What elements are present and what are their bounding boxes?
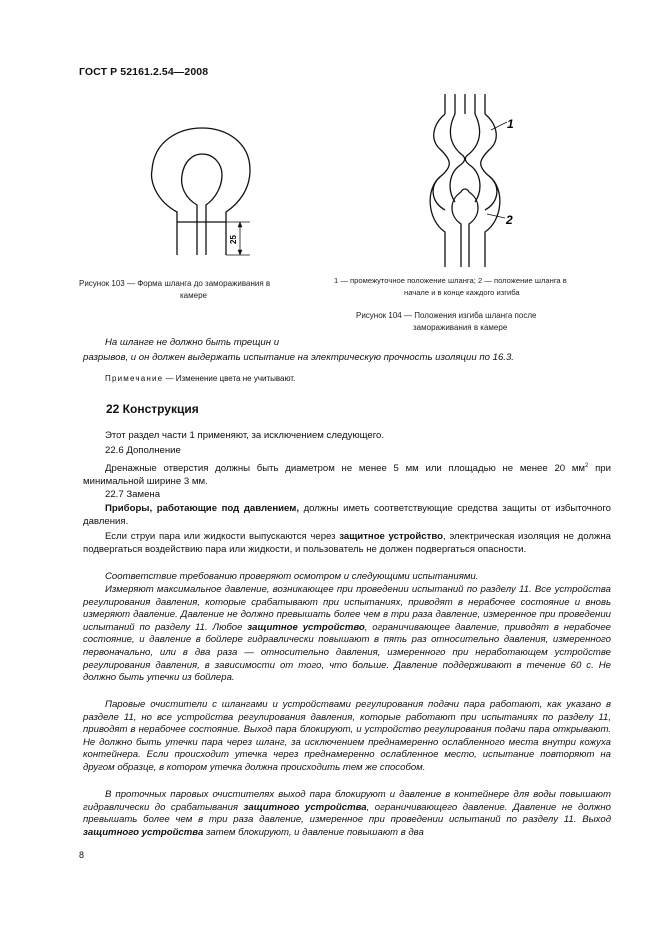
paragraph-hose-line1: На шланге не должно быть трещин и [105,337,280,348]
drainage-text: Дренажные отверстия должны быть диаметром не менее 5 мм или площадью не менее 20 мм [105,463,586,475]
clause-22-7: 22.7 Замена [105,489,161,500]
document-header: ГОСТ Р 52161.2.54—2008 [79,66,209,78]
flow-bold-2: защитного устройства [83,826,204,838]
figure-103-hose-shape [140,120,270,275]
label-1: 1 [507,117,514,131]
paragraph-compliance: Соответствие требованию проверяют осмотром и следующими испытаниями. [105,571,479,582]
note-label: Примечание [105,374,164,383]
jets-text-2: , электрическая изоляция не должна подвергаться воздействию пара или жидкости, и пользователь не должен подвергаться опасности. [83,531,612,555]
paragraph-flow-cleaners [83,789,611,839]
paragraph-max-pressure [83,584,611,685]
jets-bold: защитное устройство [339,531,443,542]
pressure-devices-text: должны иметь соответствующие средства защиты от избыточного давления. [83,503,611,527]
section-title: 22 Конструкция [106,402,199,416]
figure-104-legend-line2: начале и в конце каждого изгиба [404,288,520,297]
max-pressure-bold: защитное устройство [247,621,365,633]
flow-text-3: затем блокируют, и давление повышают в два [203,826,424,838]
jets-text-1: Если струи пара или жидкости выпускаются через [105,531,340,542]
figure-104-legend-line1: 1 — промежуточное положение шланга; 2 — положение шланга в [334,276,567,285]
drainage-sup: 2 [585,463,589,469]
note-text: — Изменение цвета не учитывают. [163,374,296,383]
max-pressure-text-1: Измеряют максимальное давление, возникающее при проведении испытаний по разделу 11. Все устройства регулирования давления, которые срабатывают при испытаниях, приводят в нерабочее состояние и вновь измеряют давление. Давление не должно превышать более чем в три раза давление, измеренное при проведении испытаний по разделу 11. Любое [83,584,611,633]
label-2: 2 [506,213,513,227]
flow-text-2: , ограничивающего давление. Давление не должно превышать более чем в три раза давление, измеренное при проведении испытаний по разделу 11. Выход [83,801,611,826]
page-number: 8 [79,850,85,860]
flow-text-1: В проточных паровых очистителях выход пара блокируют и давление в контейнере для воды повышают гидравлически до срабатывания [83,789,611,813]
paragraph-pressure-devices [83,503,611,528]
max-pressure-text-2: , ограничивающее давление, приводят в нерабочее состояние, и давление в бойлере гидравлически повышают в пять раз относительно давления, измеренного первоначально, или в два раза — относительно давления, измеренного при неработающем устройстве регулирования давления, в зависимости от того, что больше. Давление поддерживают в течение 60 с. Не должно быть утечки из бойлера. [83,621,611,684]
flow-bold-1: защитного устройства [243,801,367,813]
paragraph-hose-line2: разрывов, и он должен выдержать испытание на электрическую прочность изоляции по 16.3. [83,352,514,363]
paragraph-steam-cleaners: Паровые очистители с шлангами и устройствами регулирования подачи пара работают, как указано в разделе 11, но все устройства регулирования давления, которые работают при испытаниях по разделу 11, приводят в нерабочее состояние. Выход пара блокируют, и устройство регулирования подачи пара открывают. Не должно быть утечки пара через шланг, за исключением преднамеренно ослабленного места внутри кожуха контейнера. Если происходит утечка через преднамеренно ослабленное место, испытание повторяют на другом образце, в котором утечка должна происходить тем же способом. [83,699,611,773]
figure-104-caption-line1: Рисунок 104 — Положения изгиба шланга после [356,311,537,320]
dimension-label: 25 [229,235,238,244]
drainage-text-2: при минимальной ширине 3 мм. [83,463,611,487]
note [105,373,633,386]
pressure-devices-bold: Приборы, работающие под давлением, [105,503,299,514]
paragraph-intro: Этот раздел части 1 применяют, за исключением следующего. [105,430,385,441]
paragraph-drainage [83,460,611,488]
figure-104-bend-positions [405,92,535,272]
figure-104-caption-line2: замораживания в камере [413,323,508,332]
figure-103-caption-line1: Рисунок 103 — Форма шланга до замораживания в [79,279,271,288]
figure-103-caption-line2: камере [180,291,207,300]
paragraph-jets [83,531,611,556]
clause-22-6: 22.6 Дополнение [105,445,181,456]
